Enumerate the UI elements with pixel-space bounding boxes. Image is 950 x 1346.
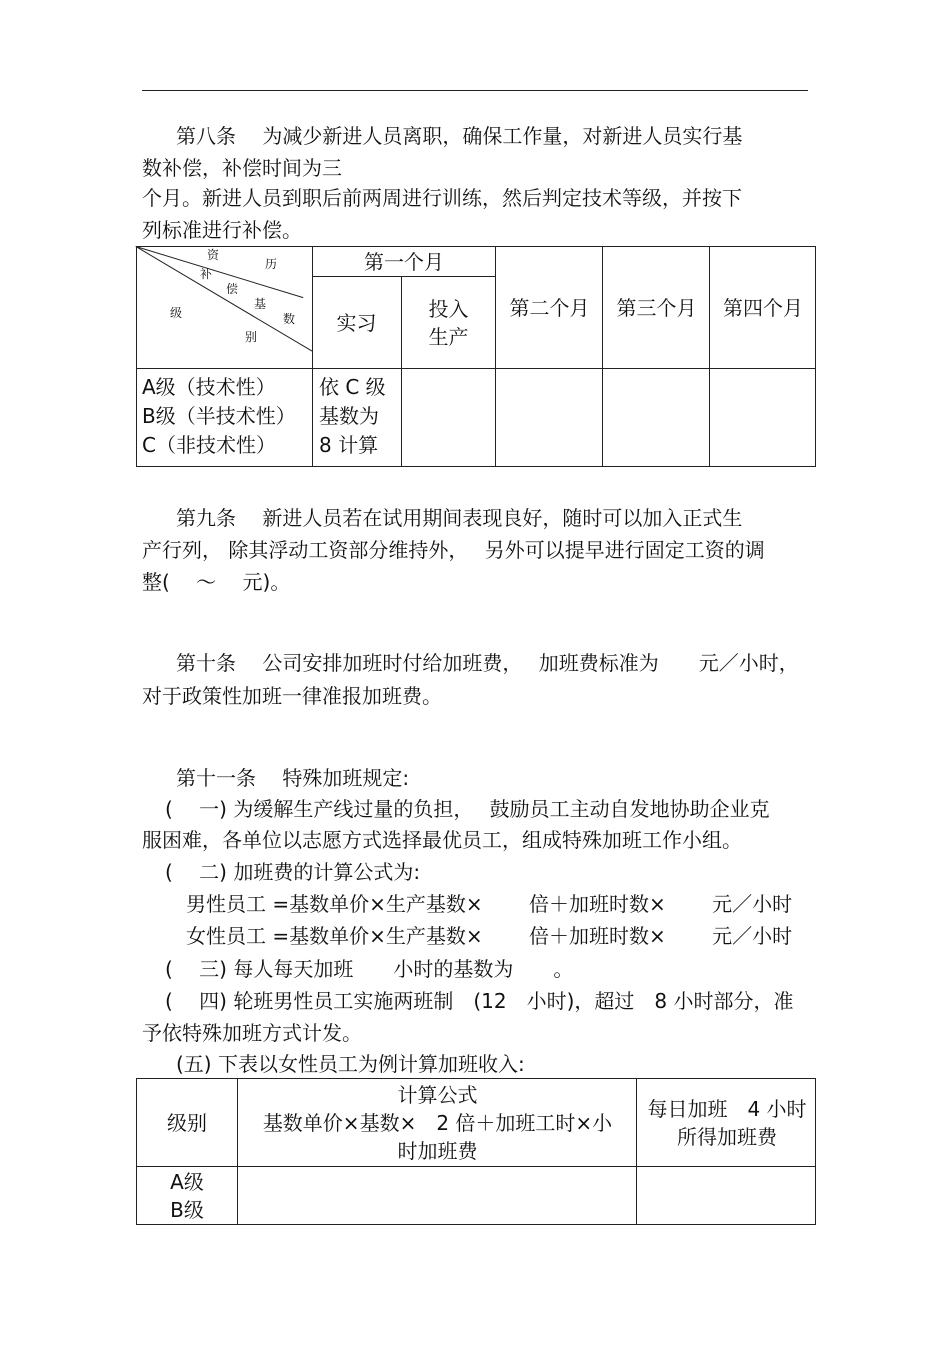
diag-label-bu: 补 bbox=[200, 267, 213, 281]
article-11-item-2: ( 二) 加班费的计算公式为: bbox=[165, 860, 421, 884]
article-11-item-3: ( 三) 每人每天加班 小时的基数为 。 bbox=[165, 957, 574, 981]
article-11-item-4b: 予依特殊加班方式计发。 bbox=[142, 1021, 362, 1045]
diag-label-ji2: 级 bbox=[170, 306, 183, 320]
diag-label-bie: 别 bbox=[245, 330, 258, 344]
article-8-line-3: 个月。新进人员到职后前两周进行训练，然后判定技术等级，并按下 bbox=[142, 186, 742, 210]
article-11-title: 第十一条 特殊加班规定: bbox=[176, 766, 410, 790]
article-8-line-1: 第八条 为减少新进人员离职，确保工作量，对新进人员实行基 bbox=[176, 124, 743, 148]
article-11-item-1a: ( 一) 为缓解生产线过量的负担， 鼓励员工主动自发地协助企业克 bbox=[165, 797, 770, 821]
diag-label-chang: 偿 bbox=[226, 282, 239, 296]
header-month-1: 第一个月 bbox=[364, 249, 444, 274]
intern-rule: 依 C 级 基数为 8 计算 bbox=[319, 375, 386, 457]
diag-label-zi: 资 bbox=[207, 248, 220, 262]
article-11-item-1b: 服困难，各单位以志愿方式选择最优员工，组成特殊加班工作小组。 bbox=[142, 828, 742, 852]
article-8-line-4: 列标准进行补偿。 bbox=[142, 218, 302, 242]
header-level: 级别 bbox=[167, 1110, 207, 1135]
header-production: 投入 生产 bbox=[428, 296, 469, 349]
header-formula: 基数单价×基数× 2 倍＋加班工时×小 时加班费 bbox=[262, 1111, 613, 1163]
diag-label-ji: 基 bbox=[254, 297, 267, 311]
level-list: A级（技术性） B级（半技术性） C（非技术性） bbox=[142, 375, 296, 457]
article-11-item-5: (五) 下表以女性员工为例计算加班收入: bbox=[176, 1052, 525, 1076]
formula-female: 女性员工 =基数单价×生产基数× 倍＋加班时数× 元／小时 bbox=[186, 924, 793, 948]
article-9-line-1: 第九条 新进人员若在试用期间表现良好，随时可以加入正式生 bbox=[176, 506, 743, 530]
article-8-line-2: 数补偿，补偿时间为三 bbox=[142, 156, 342, 180]
header-month-2: 第二个月 bbox=[509, 295, 590, 320]
header-daily-overtime: 每日加班 4 小时 所得加班费 bbox=[647, 1096, 807, 1149]
diag-label-li: 历 bbox=[265, 257, 278, 271]
header-month-4: 第四个月 bbox=[723, 295, 803, 320]
article-11-item-4a: ( 四) 轮班男性员工实施两班制 (12 小时)，超过 8 小时部分，准 bbox=[165, 989, 794, 1013]
header-intern: 实习 bbox=[336, 310, 377, 335]
header-formula-title: 计算公式 bbox=[397, 1083, 478, 1107]
header-month-3: 第三个月 bbox=[616, 295, 697, 320]
formula-male: 男性员工 =基数单价×生产基数× 倍＋加班时数× 元／小时 bbox=[186, 892, 793, 916]
article-10-line-1: 第十条 公司安排加班时付给加班费， 加班费标准为 元／小时， bbox=[176, 651, 799, 675]
top-rule bbox=[142, 90, 808, 91]
article-10-line-2: 对于政策性加班一律准报加班费。 bbox=[142, 684, 442, 708]
diag-label-shu: 数 bbox=[283, 312, 296, 326]
article-9-line-2: 产行列， 除其浮动工资部分维持外， 另外可以提早进行固定工资的调 bbox=[142, 538, 765, 562]
article-9-line-3: 整( ～ 元)。 bbox=[142, 570, 291, 594]
level-rows: A级 B级 bbox=[170, 1169, 204, 1222]
